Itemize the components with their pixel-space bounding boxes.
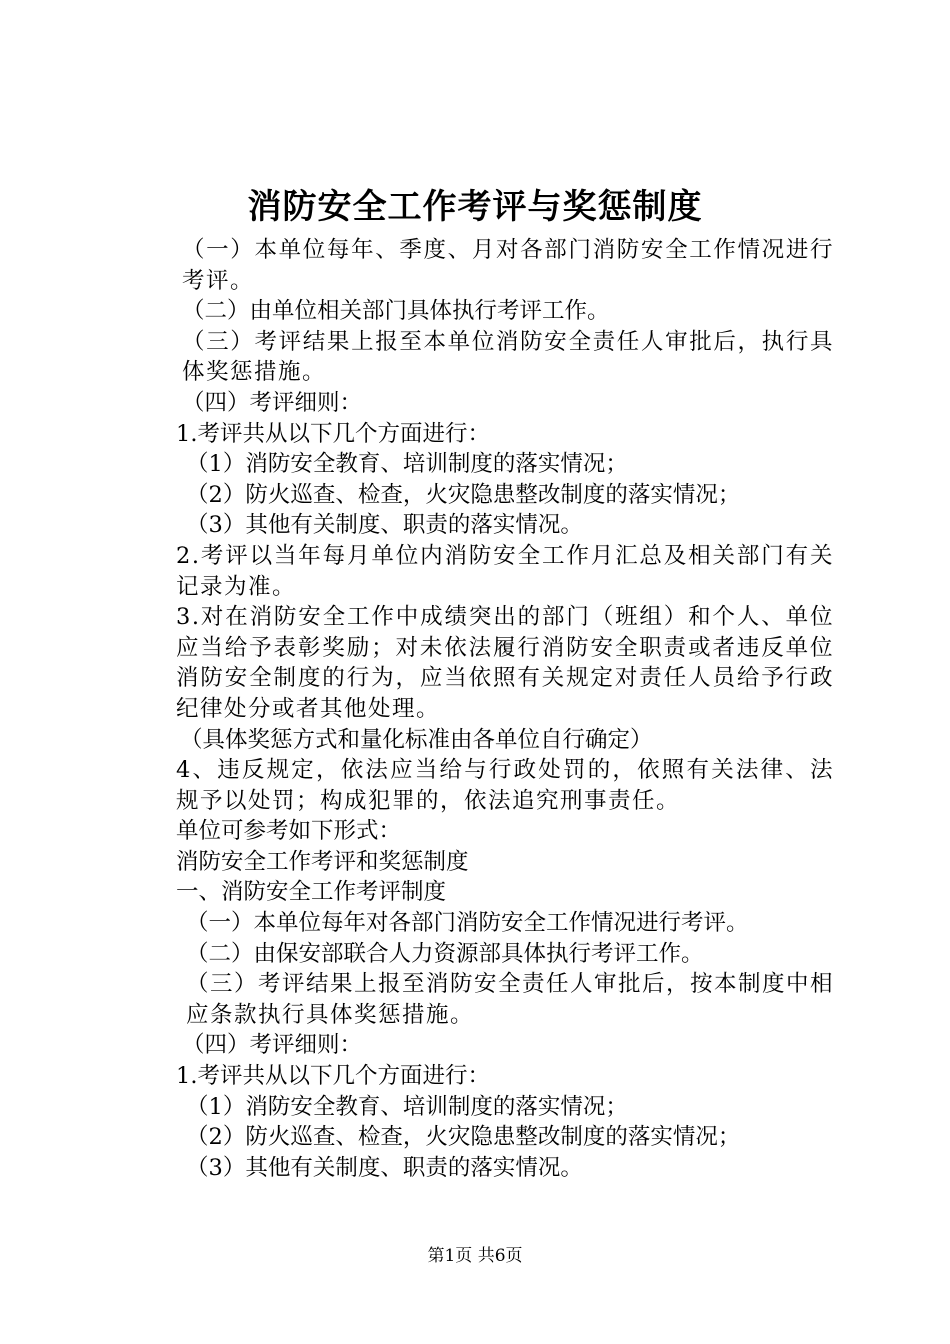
paragraph: （四）考评细则： [182,1032,363,1059]
paragraph: （三）考评结果上报至消防安全责任人审批后，按本制度中相应条款执行具体奖惩措施。 [186,971,835,1028]
page-footer: 第1页 共6页 [427,1246,523,1266]
paragraph: （2）防火巡查、检查，火灾隐患整改制度的落实情况； [186,1124,741,1151]
paragraph: （一）本单位每年、季度、月对各部门消防安全工作情况进行考评。 [182,237,834,294]
paragraph: （一）本单位每年对各部门消防安全工作情况进行考评。 [186,910,749,937]
document-title: 消防安全工作考评与奖惩制度 [247,187,703,227]
paragraph: （1）消防安全教育、培训制度的落实情况； [186,451,628,478]
paragraph: 2.考评以当年每月单位内消防安全工作月汇总及相关部门有关记录为准。 [176,542,834,600]
paragraph: 3.对在消防安全工作中成绩突出的部门（班组）和个人、单位应当给予表彰奖励；对未依法履行消防安全职责或者违反单位消防安全制度的行为，应当依照有关规定对责任人员给予行政纪律处分或者其他处理。 [176,604,834,722]
paragraph: 消防安全工作考评和奖惩制度 [176,848,469,875]
paragraph: 4、违反规定，依法应当给与行政处罚的，依照有关法律、法规予以处罚；构成犯罪的，依法追究刑事责任。 [176,757,834,814]
paragraph: （二）由单位相关部门具体执行考评工作。 [182,298,610,325]
paragraph: 单位可参考如下形式： [176,818,402,845]
paragraph: （二）由保安部联合人力资源部具体执行考评工作。 [186,940,704,967]
paragraph: （三）考评结果上报至本单位消防安全责任人审批后，执行具体奖惩措施。 [182,328,834,386]
paragraph: （2）防火巡查、检查，火灾隐患整改制度的落实情况； [186,481,741,508]
paragraph: （四）考评细则： [182,389,363,416]
paragraph: 1.考评共从以下几个方面进行： [176,420,490,447]
paragraph: 1.考评共从以下几个方面进行： [176,1063,490,1090]
paragraph: （具体奖惩方式和量化标准由各单位自行确定） [180,726,653,753]
document-body [128,235,834,1183]
paragraph: （3）其他有关制度、职责的落实情况。 [186,1154,583,1181]
paragraph: 一、消防安全工作考评制度 [176,879,447,906]
paragraph: （1）消防安全教育、培训制度的落实情况； [186,1093,628,1120]
paragraph: （3）其他有关制度、职责的落实情况。 [186,512,583,539]
